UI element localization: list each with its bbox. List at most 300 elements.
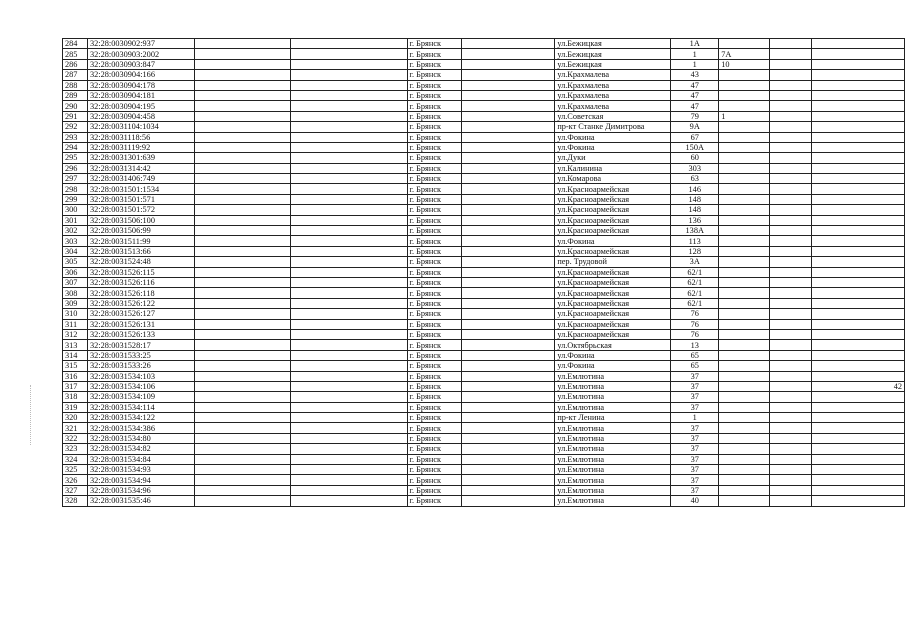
house-number: 79: [671, 111, 719, 121]
row-number: 299: [63, 194, 88, 204]
city: г. Брянск: [407, 381, 462, 391]
empty-cell: [194, 194, 290, 204]
house-number: 37: [671, 402, 719, 412]
row-number: 298: [63, 184, 88, 194]
empty-cell: [462, 496, 555, 506]
apartment-number: [812, 246, 905, 256]
city: г. Брянск: [407, 184, 462, 194]
street: ул.Красноармейская: [555, 319, 671, 329]
table-row: [63, 184, 905, 194]
street: ул.Фокина: [555, 236, 671, 246]
house-number: 1: [671, 59, 719, 69]
empty-cell: [290, 163, 407, 173]
empty-cell: [290, 39, 407, 49]
building-number: [719, 101, 770, 111]
apartment-number: [812, 184, 905, 194]
table-row: [63, 371, 905, 381]
empty-cell: [290, 257, 407, 267]
apartment-number: [812, 402, 905, 412]
empty-cell: [290, 288, 407, 298]
building-number: [719, 257, 770, 267]
empty-cell: [194, 444, 290, 454]
building-number: [719, 267, 770, 277]
row-number: 291: [63, 111, 88, 121]
empty-cell: [770, 454, 812, 464]
cadastral-number: 32:28:0031406:749: [87, 174, 194, 184]
empty-cell: [194, 70, 290, 80]
empty-cell: [462, 174, 555, 184]
street: ул.Емлютина: [555, 402, 671, 412]
empty-cell: [462, 392, 555, 402]
building-number: [719, 246, 770, 256]
empty-cell: [770, 350, 812, 360]
empty-cell: [770, 361, 812, 371]
table-body: [63, 39, 905, 507]
empty-cell: [462, 101, 555, 111]
empty-cell: [462, 465, 555, 475]
city: г. Брянск: [407, 267, 462, 277]
empty-cell: [462, 475, 555, 485]
empty-cell: [290, 153, 407, 163]
apartment-number: [812, 433, 905, 443]
row-number: 288: [63, 80, 88, 90]
row-number: 328: [63, 496, 88, 506]
house-number: 37: [671, 392, 719, 402]
empty-cell: [462, 371, 555, 381]
empty-cell: [770, 236, 812, 246]
empty-cell: [462, 246, 555, 256]
street: ул.Емлютина: [555, 433, 671, 443]
house-number: 47: [671, 90, 719, 100]
building-number: [719, 70, 770, 80]
city: г. Брянск: [407, 122, 462, 132]
street: ул.Емлютина: [555, 465, 671, 475]
empty-cell: [194, 205, 290, 215]
empty-cell: [290, 319, 407, 329]
empty-cell: [770, 475, 812, 485]
house-number: 148: [671, 205, 719, 215]
building-number: [719, 132, 770, 142]
cadastral-number: 32:28:0031534:93: [87, 465, 194, 475]
apartment-number: [812, 90, 905, 100]
street: ул.Емлютина: [555, 496, 671, 506]
row-number: 326: [63, 475, 88, 485]
empty-cell: [290, 298, 407, 308]
empty-cell: [290, 361, 407, 371]
empty-cell: [194, 226, 290, 236]
empty-cell: [770, 205, 812, 215]
table-row: [63, 267, 905, 277]
row-number: 297: [63, 174, 88, 184]
empty-cell: [770, 340, 812, 350]
empty-cell: [194, 361, 290, 371]
empty-cell: [290, 142, 407, 152]
apartment-number: [812, 465, 905, 475]
apartment-number: [812, 423, 905, 433]
empty-cell: [462, 288, 555, 298]
empty-cell: [770, 49, 812, 59]
empty-cell: [770, 70, 812, 80]
empty-cell: [770, 163, 812, 173]
empty-cell: [462, 59, 555, 69]
table-row: [63, 90, 905, 100]
empty-cell: [770, 194, 812, 204]
street: ул.Емлютина: [555, 485, 671, 495]
table-row: [63, 101, 905, 111]
table-row: [63, 153, 905, 163]
cadastral-number: 32:28:0031501:1534: [87, 184, 194, 194]
row-number: 308: [63, 288, 88, 298]
empty-cell: [194, 59, 290, 69]
cadastral-number: 32:28:0031534:80: [87, 433, 194, 443]
empty-cell: [770, 402, 812, 412]
empty-cell: [770, 465, 812, 475]
empty-cell: [770, 277, 812, 287]
apartment-number: [812, 454, 905, 464]
city: г. Брянск: [407, 142, 462, 152]
cadastral-number: 32:28:0031501:572: [87, 205, 194, 215]
city: г. Брянск: [407, 277, 462, 287]
empty-cell: [194, 267, 290, 277]
empty-cell: [462, 485, 555, 495]
building-number: [719, 444, 770, 454]
street: ул.Красноармейская: [555, 194, 671, 204]
empty-cell: [462, 111, 555, 121]
table-row: [63, 122, 905, 132]
empty-cell: [462, 433, 555, 443]
apartment-number: [812, 485, 905, 495]
row-number: 303: [63, 236, 88, 246]
cadastral-number: 32:28:0031314:42: [87, 163, 194, 173]
cadastral-number: 32:28:0031528:17: [87, 340, 194, 350]
empty-cell: [462, 205, 555, 215]
table-row: [63, 70, 905, 80]
street: ул.Красноармейская: [555, 205, 671, 215]
house-number: 37: [671, 485, 719, 495]
building-number: [719, 329, 770, 339]
empty-cell: [462, 163, 555, 173]
empty-cell: [770, 153, 812, 163]
table-row: [63, 485, 905, 495]
building-number: [719, 236, 770, 246]
empty-cell: [290, 413, 407, 423]
city: г. Брянск: [407, 70, 462, 80]
street: ул.Калинина: [555, 163, 671, 173]
table-row: [63, 80, 905, 90]
apartment-number: [812, 205, 905, 215]
row-number: 296: [63, 163, 88, 173]
apartment-number: [812, 350, 905, 360]
house-number: 113: [671, 236, 719, 246]
empty-cell: [462, 236, 555, 246]
cadastral-number: 32:28:0030904:458: [87, 111, 194, 121]
empty-cell: [290, 465, 407, 475]
empty-cell: [770, 257, 812, 267]
house-number: 62/1: [671, 298, 719, 308]
cadastral-number: 32:28:0030903:2002: [87, 49, 194, 59]
empty-cell: [290, 340, 407, 350]
empty-cell: [290, 70, 407, 80]
house-number: 37: [671, 444, 719, 454]
empty-cell: [290, 184, 407, 194]
empty-cell: [194, 122, 290, 132]
cadastral-number: 32:28:0030903:847: [87, 59, 194, 69]
apartment-number: [812, 153, 905, 163]
empty-cell: [290, 194, 407, 204]
row-number: 304: [63, 246, 88, 256]
empty-cell: [194, 413, 290, 423]
house-number: 128: [671, 246, 719, 256]
row-number: 325: [63, 465, 88, 475]
empty-cell: [770, 226, 812, 236]
house-number: 1: [671, 413, 719, 423]
empty-cell: [770, 423, 812, 433]
apartment-number: [812, 215, 905, 225]
city: г. Брянск: [407, 298, 462, 308]
empty-cell: [194, 288, 290, 298]
table-row: [63, 226, 905, 236]
empty-cell: [290, 277, 407, 287]
apartment-number: [812, 142, 905, 152]
building-number: [719, 226, 770, 236]
building-number: [719, 496, 770, 506]
city: г. Брянск: [407, 153, 462, 163]
city: г. Брянск: [407, 132, 462, 142]
city: г. Брянск: [407, 101, 462, 111]
street: ул.Бежицкая: [555, 39, 671, 49]
house-number: 150А: [671, 142, 719, 152]
cadastral-number: 32:28:0031118:56: [87, 132, 194, 142]
row-number: 309: [63, 298, 88, 308]
empty-cell: [194, 174, 290, 184]
street: ул.Фокина: [555, 361, 671, 371]
row-number: 313: [63, 340, 88, 350]
row-number: 310: [63, 309, 88, 319]
building-number: [719, 433, 770, 443]
street: ул.Красноармейская: [555, 329, 671, 339]
street: ул.Красноармейская: [555, 226, 671, 236]
table-row: [63, 392, 905, 402]
building-number: [719, 423, 770, 433]
empty-cell: [194, 49, 290, 59]
cadastral-number: 32:28:0031533:25: [87, 350, 194, 360]
table-row: [63, 319, 905, 329]
city: г. Брянск: [407, 319, 462, 329]
city: г. Брянск: [407, 205, 462, 215]
row-number: 290: [63, 101, 88, 111]
empty-cell: [290, 59, 407, 69]
row-number: 302: [63, 226, 88, 236]
table-row: [63, 361, 905, 371]
empty-cell: [290, 433, 407, 443]
apartment-number: [812, 257, 905, 267]
row-number: 300: [63, 205, 88, 215]
building-number: [719, 194, 770, 204]
city: г. Брянск: [407, 402, 462, 412]
street: ул.Фокина: [555, 142, 671, 152]
empty-cell: [290, 174, 407, 184]
house-number: 37: [671, 465, 719, 475]
house-number: 67: [671, 132, 719, 142]
row-number: 287: [63, 70, 88, 80]
empty-cell: [194, 246, 290, 256]
apartment-number: [812, 132, 905, 142]
apartment-number: [812, 122, 905, 132]
table-row: [63, 39, 905, 49]
city: г. Брянск: [407, 329, 462, 339]
cadastral-number: 32:28:0031534:94: [87, 475, 194, 485]
empty-cell: [290, 80, 407, 90]
empty-cell: [770, 132, 812, 142]
row-number: 307: [63, 277, 88, 287]
empty-cell: [462, 39, 555, 49]
empty-cell: [290, 475, 407, 485]
empty-cell: [194, 132, 290, 142]
building-number: [719, 298, 770, 308]
house-number: 37: [671, 371, 719, 381]
apartment-number: [812, 392, 905, 402]
cadastral-number: 32:28:0031526:116: [87, 277, 194, 287]
empty-cell: [194, 80, 290, 90]
table-row: [63, 433, 905, 443]
row-number: 318: [63, 392, 88, 402]
empty-cell: [462, 267, 555, 277]
empty-cell: [194, 319, 290, 329]
building-number: [719, 277, 770, 287]
city: г. Брянск: [407, 465, 462, 475]
building-number: 7А: [719, 49, 770, 59]
building-number: [719, 381, 770, 391]
cadastral-number: 32:28:0030902:937: [87, 39, 194, 49]
street: ул.Крахмалева: [555, 80, 671, 90]
empty-cell: [194, 329, 290, 339]
empty-cell: [462, 184, 555, 194]
building-number: 1: [719, 111, 770, 121]
table-row: [63, 257, 905, 267]
empty-cell: [770, 101, 812, 111]
cadastral-number: 32:28:0030904:195: [87, 101, 194, 111]
row-number: 305: [63, 257, 88, 267]
empty-cell: [194, 184, 290, 194]
cadastral-number: 32:28:0030904:178: [87, 80, 194, 90]
empty-cell: [770, 329, 812, 339]
city: г. Брянск: [407, 496, 462, 506]
house-number: 47: [671, 80, 719, 90]
empty-cell: [770, 215, 812, 225]
house-number: 13: [671, 340, 719, 350]
apartment-number: [812, 309, 905, 319]
empty-cell: [770, 174, 812, 184]
house-number: 37: [671, 454, 719, 464]
building-number: [719, 319, 770, 329]
row-number: 321: [63, 423, 88, 433]
apartment-number: [812, 288, 905, 298]
empty-cell: [462, 413, 555, 423]
table-row: [63, 142, 905, 152]
apartment-number: [812, 319, 905, 329]
cadastral-number: 32:28:0031501:571: [87, 194, 194, 204]
empty-cell: [194, 402, 290, 412]
empty-cell: [770, 246, 812, 256]
building-number: [719, 288, 770, 298]
table-row: [63, 454, 905, 464]
empty-cell: [770, 298, 812, 308]
city: г. Брянск: [407, 39, 462, 49]
city: г. Брянск: [407, 475, 462, 485]
empty-cell: [194, 101, 290, 111]
street: ул.Красноармейская: [555, 298, 671, 308]
row-number: 316: [63, 371, 88, 381]
street: ул.Красноармейская: [555, 309, 671, 319]
house-number: 3А: [671, 257, 719, 267]
empty-cell: [290, 309, 407, 319]
apartment-number: [812, 101, 905, 111]
cadastral-number: 32:28:0031524:48: [87, 257, 194, 267]
building-number: [719, 475, 770, 485]
building-number: [719, 142, 770, 152]
row-number: 327: [63, 485, 88, 495]
building-number: [719, 39, 770, 49]
building-number: [719, 163, 770, 173]
apartment-number: [812, 80, 905, 90]
city: г. Брянск: [407, 90, 462, 100]
row-number: 292: [63, 122, 88, 132]
city: г. Брянск: [407, 174, 462, 184]
apartment-number: [812, 70, 905, 80]
cadastral-number: 32:28:0031511:99: [87, 236, 194, 246]
street: пр-кт Ленина: [555, 413, 671, 423]
empty-cell: [290, 329, 407, 339]
empty-cell: [194, 350, 290, 360]
building-number: [719, 215, 770, 225]
empty-cell: [194, 215, 290, 225]
city: г. Брянск: [407, 444, 462, 454]
empty-cell: [194, 475, 290, 485]
table-row: [63, 205, 905, 215]
cadastral-number: 32:28:0031534:386: [87, 423, 194, 433]
empty-cell: [462, 153, 555, 163]
street: ул.Красноармейская: [555, 267, 671, 277]
row-number: 289: [63, 90, 88, 100]
cadastral-number: 32:28:0031104:1034: [87, 122, 194, 132]
table-row: [63, 132, 905, 142]
row-number: 306: [63, 267, 88, 277]
cadastral-number: 32:28:0031535:46: [87, 496, 194, 506]
street: пр-кт Станке Димитрова: [555, 122, 671, 132]
empty-cell: [290, 371, 407, 381]
building-number: [719, 122, 770, 132]
empty-cell: [770, 59, 812, 69]
row-number: 317: [63, 381, 88, 391]
empty-cell: [770, 184, 812, 194]
building-number: [719, 90, 770, 100]
table-row: [63, 49, 905, 59]
cadastral-number: 32:28:0031534:114: [87, 402, 194, 412]
house-number: 303: [671, 163, 719, 173]
street: ул.Красноармейская: [555, 277, 671, 287]
empty-cell: [770, 444, 812, 454]
building-number: [719, 205, 770, 215]
empty-cell: [462, 194, 555, 204]
building-number: [719, 309, 770, 319]
street: ул.Бежицкая: [555, 59, 671, 69]
cadastral-number: 32:28:0030904:181: [87, 90, 194, 100]
empty-cell: [462, 49, 555, 59]
house-number: 62/1: [671, 277, 719, 287]
building-number: [719, 454, 770, 464]
row-number: 285: [63, 49, 88, 59]
table-row: [63, 381, 905, 391]
